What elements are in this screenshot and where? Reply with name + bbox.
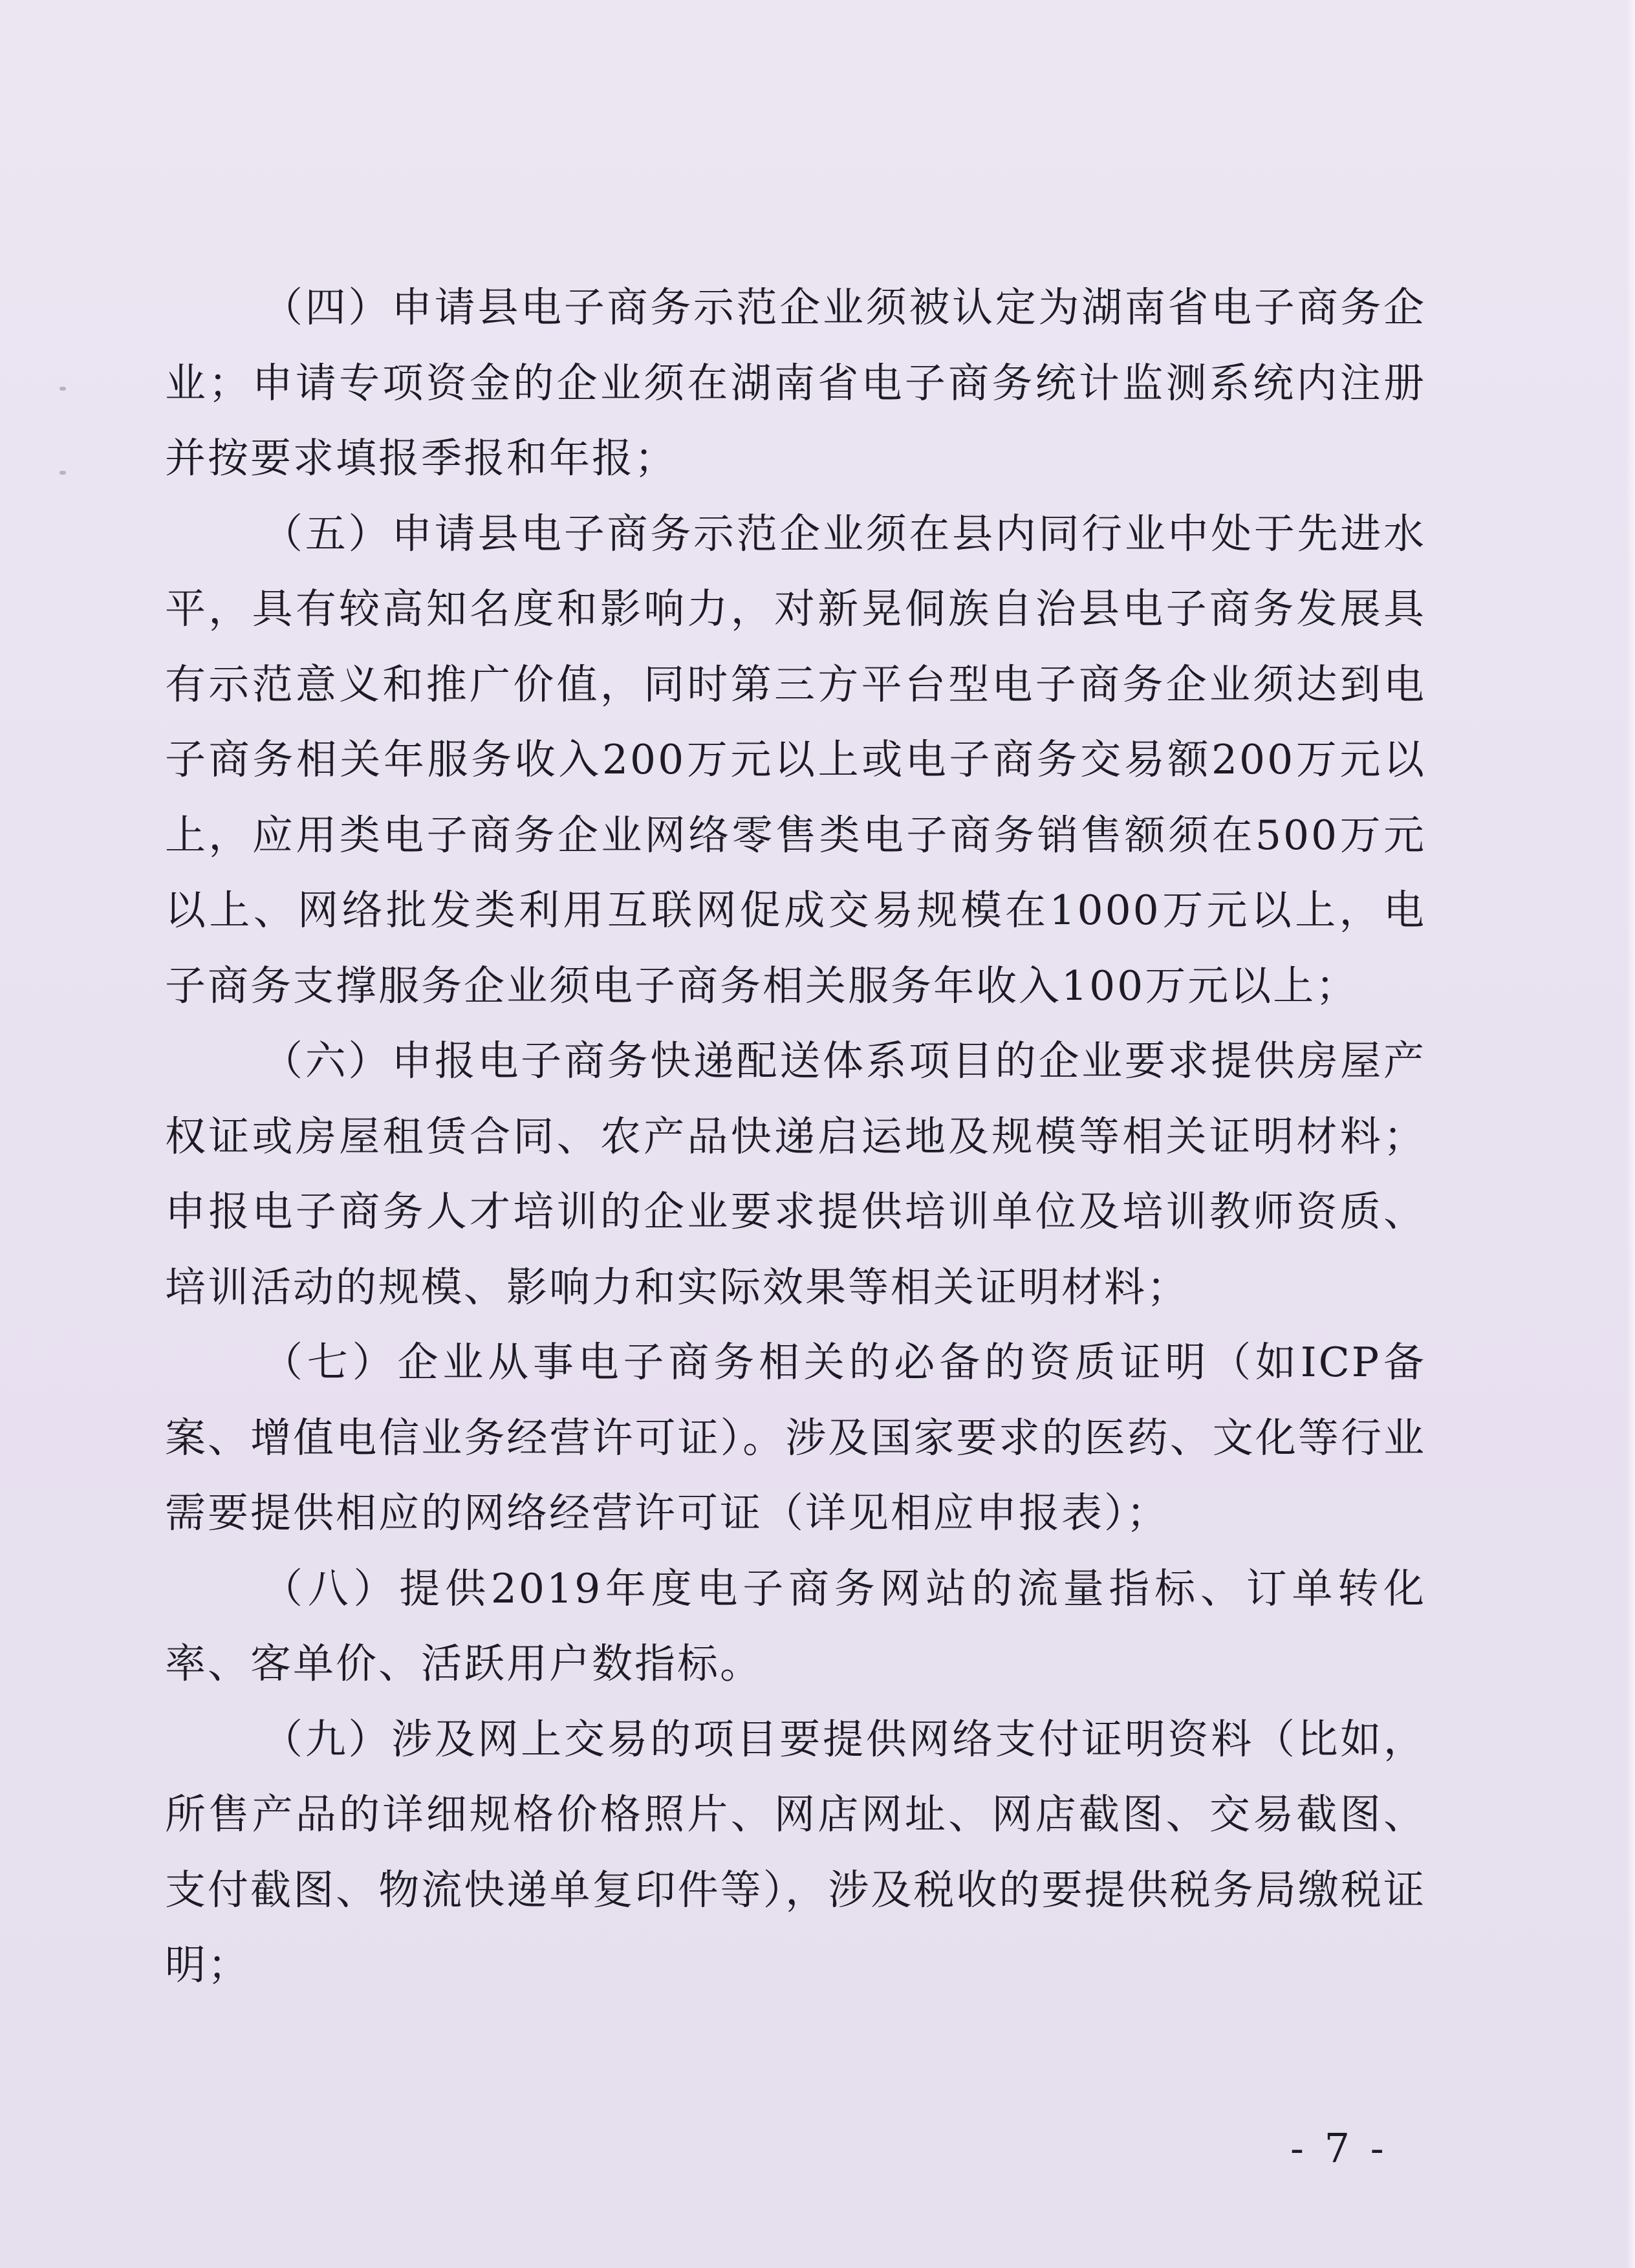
paragraph-8: （八）提供2019年度电子商务网站的流量指标、订单转化率、客单价、活跃用户数指标。 bbox=[165, 1564, 1426, 1687]
paragraph-9: （九）涉及网上交易的项目要提供网络支付证明资料（比如，所售产品的详细规格价格照片、网店网址、网店截图、交易截图、支付截图、物流快递单复印件等），涉及税收的要提供税务局缴税证明； bbox=[165, 1715, 1426, 1989]
punch-mark bbox=[60, 471, 66, 475]
document-body bbox=[165, 270, 1426, 2003]
paragraph-7: （七）企业从事电子商务相关的必备的资质证明（如ICP备案、增值电信业务经营许可证）。涉及国家要求的医药、文化等行业需要提供相应的网络经营许可证（详见相应申报表）； bbox=[165, 1339, 1426, 1537]
page-number: - 7 - bbox=[1290, 2124, 1388, 2172]
paragraph-5: （五）申请县电子商务示范企业须在县内同行业中处于先进水平，具有较高知名度和影响力，对新晃侗族自治县电子商务发展具有示范意义和推广价值，同时第三方平台型电子商务企业须达到电子商务相关年服务收入200万元以上或电子商务交易额200万元以上，应用类电子商务企业网络零售类电子商务销售额须在500万元以上、网络批发类利用互联网促成交易规模在1000万元以上，电子商务支撑服务企业须电子商务相关服务年收入100万元以上； bbox=[165, 510, 1426, 1010]
punch-mark bbox=[60, 387, 66, 391]
paragraph-4: （四）申请县电子商务示范企业须被认定为湖南省电子商务企业；申请专项资金的企业须在湖南省电子商务统计监测系统内注册并按要求填报季报和年报； bbox=[165, 284, 1426, 482]
paragraph-6: （六）申报电子商务快递配送体系项目的企业要求提供房屋产权证或房屋租赁合同、农产品快递启运地及规模等相关证明材料；申报电子商务人才培训的企业要求提供培训单位及培训教师资质、培训活动的规模、影响力和实际效果等相关证明材料； bbox=[165, 1037, 1426, 1311]
page-edge bbox=[1626, 0, 1635, 2268]
